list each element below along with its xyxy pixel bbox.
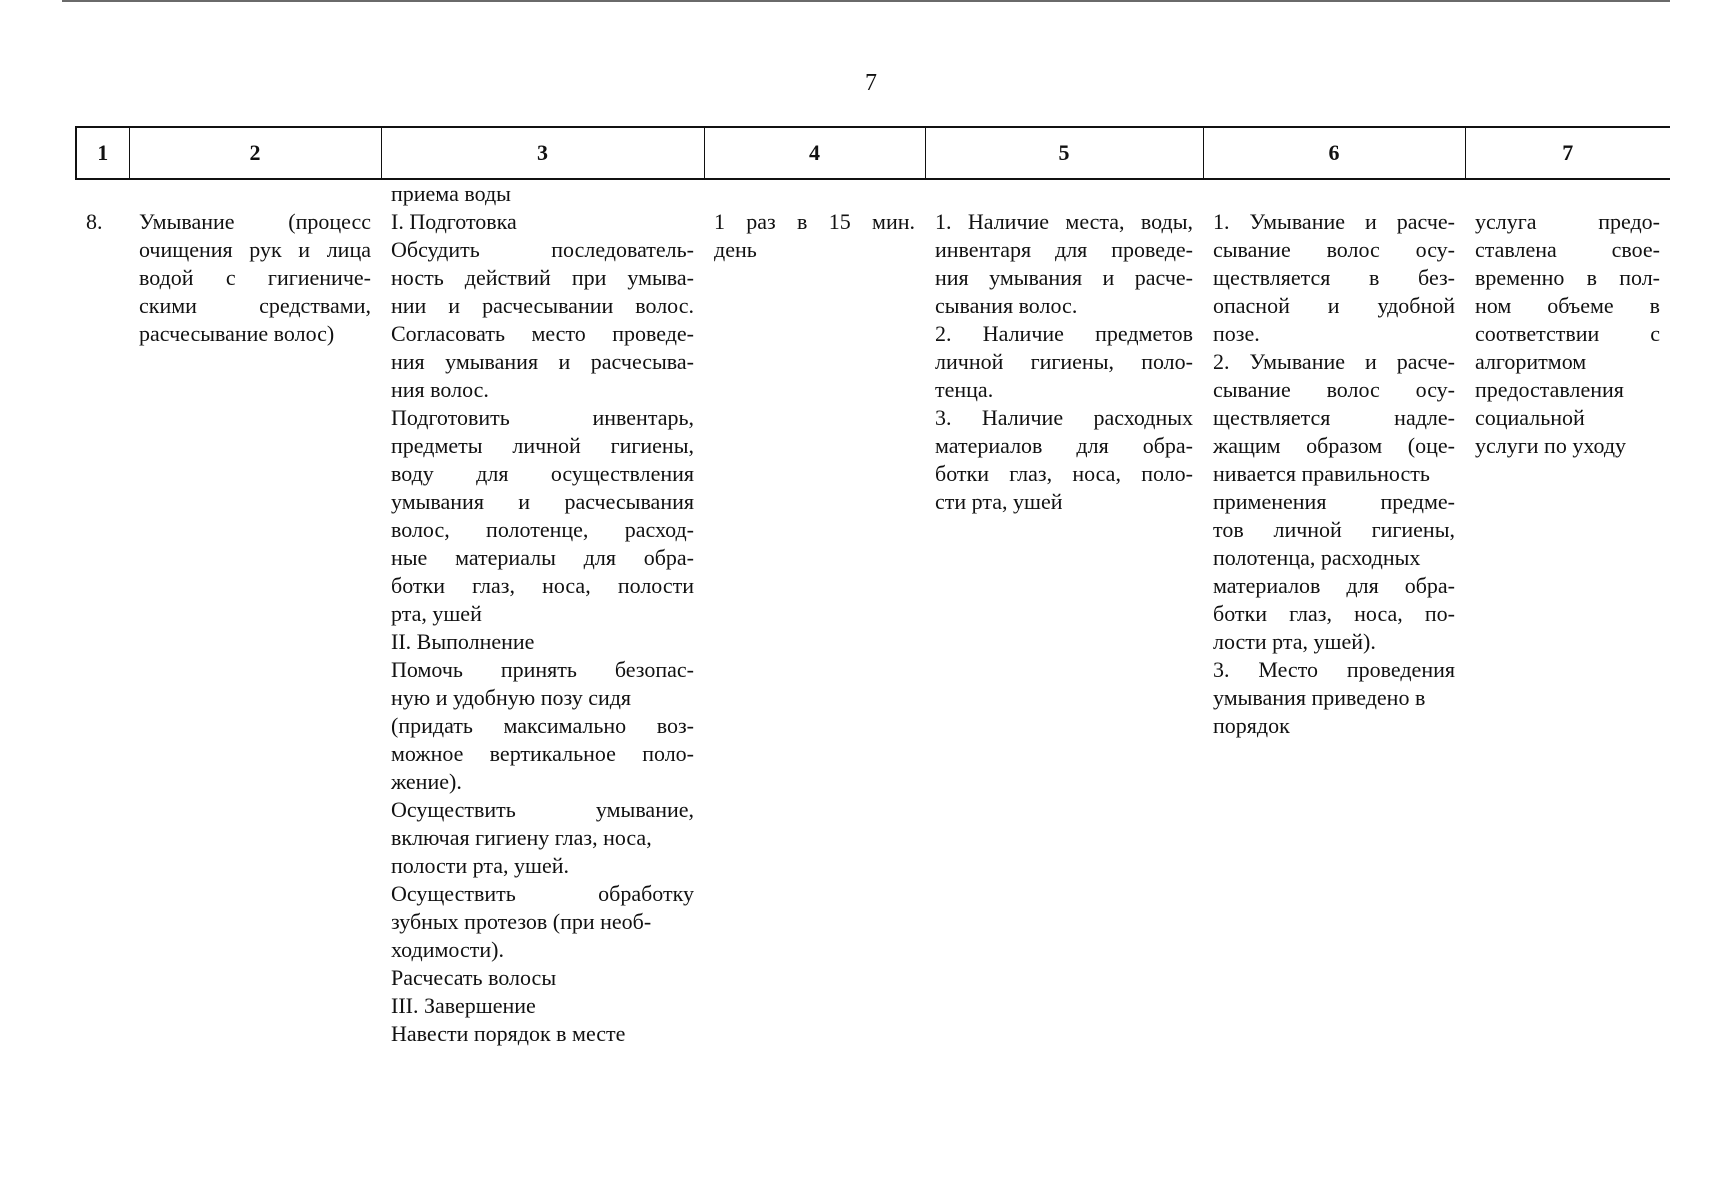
cell-line: ботки глаз, носа, по-	[1213, 601, 1455, 626]
cell-line: 2. Наличие предметов	[935, 321, 1193, 346]
header-row	[76, 127, 1670, 179]
cell-line: ния умывания и расче-	[935, 265, 1193, 290]
cell-line: соответствии с	[1475, 321, 1660, 346]
cell-line: III. Завершение	[391, 993, 536, 1018]
top-rule	[62, 0, 1670, 2]
cell-line: порядок	[1213, 713, 1290, 738]
cell-line: Помочь принять безопас-	[391, 657, 694, 682]
cell-line: Обсудить последователь-	[391, 237, 694, 262]
continuation-row	[76, 179, 1670, 208]
cell-line: ботки глаз, носа, поло-	[935, 461, 1193, 486]
cell-line: день	[714, 237, 757, 262]
cell-line: 1. Умывание и расче-	[1213, 209, 1455, 234]
cell-line: ную и удобную позу сидя	[391, 685, 632, 710]
table-row	[76, 208, 1670, 1048]
cell-line: временно в пол-	[1475, 265, 1660, 290]
column-header-4: 4	[704, 127, 925, 179]
cell-line: можное вертикальное поло-	[391, 741, 694, 766]
cell-line: социальной	[1475, 405, 1585, 430]
cell-line: жение).	[391, 769, 462, 794]
cell-line: опасной и удобной	[1213, 293, 1455, 318]
cell-line: ходимости).	[391, 937, 504, 962]
cell-line: (придать максимально воз-	[391, 713, 694, 738]
cell-line: I. Подготовка	[391, 209, 517, 234]
column-header-1: 1	[76, 127, 129, 179]
result-cell	[1465, 208, 1670, 1048]
cell-line: Осуществить умывание,	[391, 797, 694, 822]
cell-line: материалов для обра-	[1213, 573, 1455, 598]
cell-line: нии и расчесывании волос.	[391, 293, 694, 318]
cell-line: сти рта, ушей	[935, 489, 1063, 514]
cell-line: воду для осуществления	[391, 461, 694, 486]
cell-line: личной гигиены, поло-	[935, 349, 1193, 374]
cell-line: волос, полотенце, расход-	[391, 517, 694, 542]
cell-line: ном объеме в	[1475, 293, 1660, 318]
cell-line: алгоритмом	[1475, 349, 1587, 374]
cell-line: очищения рук и лица	[139, 237, 371, 262]
column-header-6: 6	[1203, 127, 1465, 179]
cell-line: полотенца, расходных	[1213, 545, 1421, 570]
column-header-7: 7	[1465, 127, 1670, 179]
cell-line: предоставления	[1475, 377, 1624, 402]
page-number: 7	[865, 70, 877, 96]
cell-line: умывания и расчесывания	[391, 489, 694, 514]
cell-line: 1. Наличие места, воды,	[935, 209, 1193, 234]
cell-line: ставлена свое-	[1475, 237, 1660, 262]
cell-line: лости рта, ушей).	[1213, 629, 1376, 654]
cell-line: нивается правильность	[1213, 461, 1430, 486]
cell-line: Согласовать место проведе-	[391, 321, 694, 346]
continuation-text: приема воды	[391, 181, 511, 206]
cell-line: Подготовить инвентарь,	[391, 405, 694, 430]
standards-table	[75, 126, 1670, 1048]
row-number: 8.	[86, 209, 103, 234]
conditions-cell	[925, 208, 1203, 1048]
cell-line: умывания приведено в	[1213, 685, 1426, 710]
cell-line: инвентаря для проведе-	[935, 237, 1193, 262]
cell-line: ния умывания и расчесыва-	[391, 349, 694, 374]
cell-line: включая гигиену глаз, носа,	[391, 825, 652, 850]
cell-line: Осуществить обработку	[391, 881, 694, 906]
cell-line: полости рта, ушей.	[391, 853, 569, 878]
cell-line: позе.	[1213, 321, 1260, 346]
cell-line: водой с гигиениче-	[139, 265, 371, 290]
service-name-cell	[129, 208, 381, 1048]
cell-line: услуга предо-	[1475, 209, 1660, 234]
quality-cell	[1203, 208, 1465, 1048]
cell-line: жащим образом (оце-	[1213, 433, 1455, 458]
cell-line: расчесывание волос)	[139, 321, 335, 346]
cell-line: тов личной гигиены,	[1213, 517, 1455, 542]
cell-line: ность действий при умыва-	[391, 265, 694, 290]
cell-line: Расчесать волосы	[391, 965, 557, 990]
cell-line: ния волос.	[391, 377, 489, 402]
cell-line: II. Выполнение	[391, 629, 535, 654]
cell-line: ществляется в без-	[1213, 265, 1455, 290]
column-header-3: 3	[381, 127, 704, 179]
cell-line: зубных протезов (при необ-	[391, 909, 652, 934]
frequency-cell	[704, 208, 925, 1048]
cell-line: ществляется надле-	[1213, 405, 1455, 430]
cell-line: сывание волос осу-	[1213, 377, 1455, 402]
cell-line: Умывание (процесс	[139, 209, 371, 234]
cell-line: ные материалы для обра-	[391, 545, 694, 570]
column-header-5: 5	[925, 127, 1203, 179]
column-header-2: 2	[129, 127, 381, 179]
cell-line: 1 раз в 15 мин.	[714, 209, 915, 234]
cell-line: сывания волос.	[935, 293, 1078, 318]
cell-line: 3. Наличие расходных	[935, 405, 1193, 430]
cell-line: ботки глаз, носа, полости	[391, 573, 694, 598]
cell-line: тенца.	[935, 377, 994, 402]
procedure-cell	[381, 208, 704, 1048]
cell-line: услуги по уходу	[1475, 433, 1627, 458]
cell-line: Навести порядок в месте	[391, 1021, 626, 1046]
cell-line: материалов для обра-	[935, 433, 1193, 458]
cell-line: рта, ушей	[391, 601, 482, 626]
cell-line: применения предме-	[1213, 489, 1455, 514]
cell-line: 3. Место проведения	[1213, 657, 1455, 682]
cell-line: скими средствами,	[139, 293, 371, 318]
cell-line: 2. Умывание и расче-	[1213, 349, 1455, 374]
cell-line: предметы личной гигиены,	[391, 433, 694, 458]
cell-line: сывание волос осу-	[1213, 237, 1455, 262]
